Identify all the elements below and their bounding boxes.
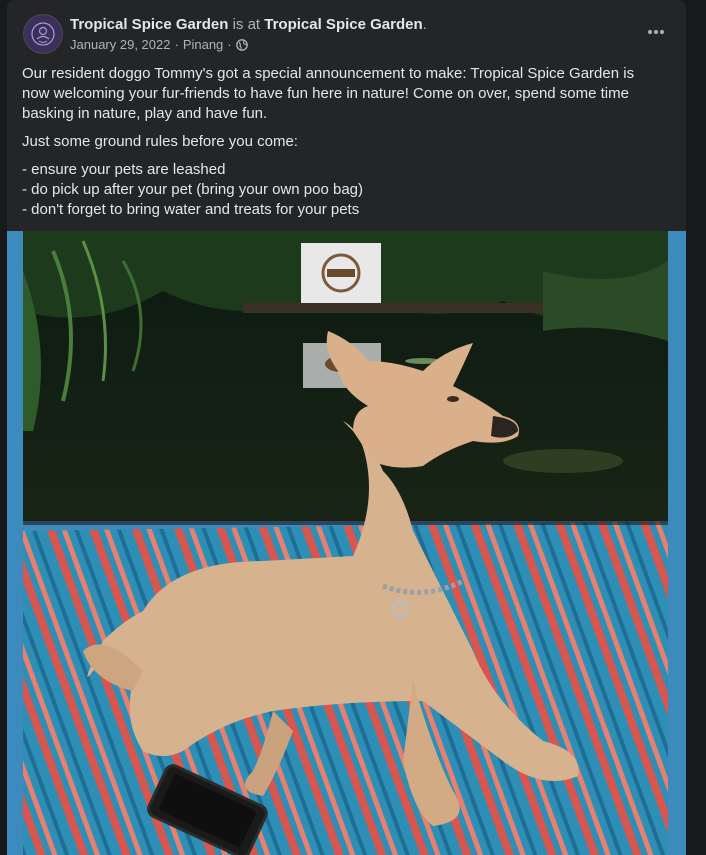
location-link[interactable]: Tropical Spice Garden xyxy=(264,16,423,33)
more-icon xyxy=(647,29,665,35)
rule-item: - don't forget to bring water and treats for your pets xyxy=(22,201,360,218)
page-avatar[interactable] xyxy=(23,14,63,54)
post-photo[interactable] xyxy=(7,231,686,855)
is-at-text: is at xyxy=(232,16,261,33)
post-paragraph: Just some ground rules before you come: xyxy=(22,133,298,150)
logo-icon xyxy=(30,21,56,47)
post-header xyxy=(23,12,670,56)
post-paragraph: Our resident doggo Tommy's got a special announcement to make: Tropical Spice Garden is now welcoming your fur-friends to have fun here in nature! Come on over, spend some time basking in nature, play and have fun. xyxy=(22,65,635,122)
rule-item: - do pick up after your pet (bring your own poo bag) xyxy=(22,181,364,198)
post-place-link[interactable]: Pinang xyxy=(182,37,224,52)
post-text xyxy=(22,64,662,220)
rule-item: - ensure your pets are leashed xyxy=(22,161,226,178)
post-card xyxy=(7,0,686,855)
page-name-link[interactable]: Tropical Spice Garden xyxy=(70,16,229,33)
post-author-line xyxy=(70,15,427,35)
rules-list xyxy=(22,160,662,220)
more-options-button[interactable] xyxy=(642,22,670,42)
post-meta xyxy=(70,37,248,53)
globe-icon[interactable] xyxy=(236,39,248,51)
meta-separator: · xyxy=(174,37,179,52)
dog-photo-image xyxy=(23,231,668,855)
meta-separator: · xyxy=(227,37,232,52)
post-date-link[interactable]: January 29, 2022 xyxy=(70,37,171,52)
location-suffix: . xyxy=(422,16,427,33)
